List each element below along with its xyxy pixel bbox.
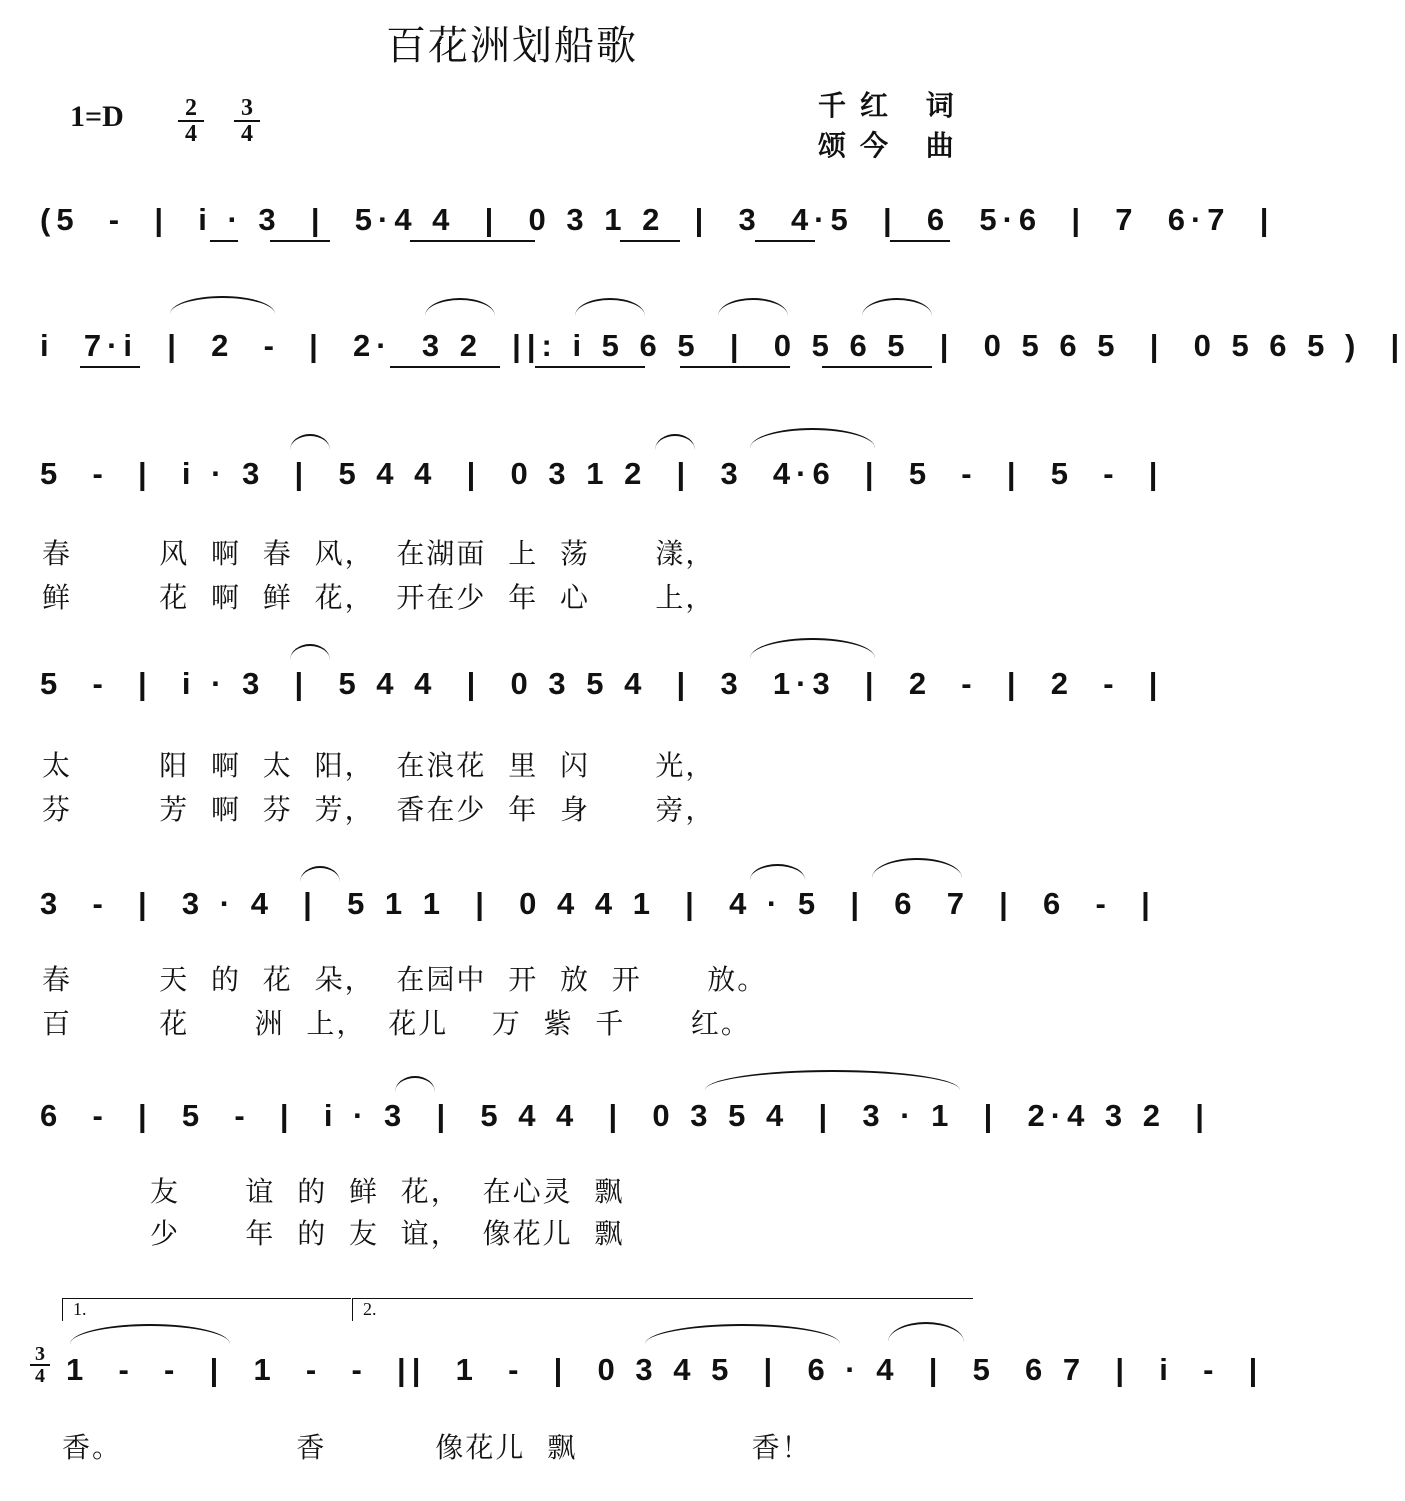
- underline: [890, 240, 950, 242]
- composer-credit: 颂今 曲: [818, 129, 968, 162]
- underline: [80, 366, 140, 368]
- slur: [290, 644, 330, 660]
- lyric-line: 春 风 啊 春 风， 在湖面 上 荡 漾，: [42, 537, 716, 570]
- slur: [300, 866, 340, 882]
- underline: [410, 240, 535, 242]
- score-line-6: 6 - | 5 - | i · 3 | 5 4 4 | 0 3 5 4 | 3 · 1 | 2·4 3 2 |: [40, 1098, 1210, 1133]
- lyric-line: 春 天 的 花 朵， 在园中 开 放 开 放。: [42, 963, 768, 996]
- lyric-line: 芬 芳 啊 芬 芳， 香在少 年 身 旁，: [42, 793, 716, 826]
- slur: [705, 1070, 960, 1090]
- volta-first-ending: 1.: [62, 1298, 351, 1321]
- underline: [210, 240, 238, 242]
- slur: [750, 864, 805, 880]
- time-signature-3-4: 3 4: [30, 1344, 50, 1386]
- lyric-line: 香。 香 像花儿 飘 香！: [62, 1431, 812, 1464]
- slur: [425, 298, 495, 316]
- underline: [620, 240, 680, 242]
- lyric-line: 鲜 花 啊 鲜 花， 开在少 年 心 上，: [42, 581, 716, 614]
- volta-second-ending: 2.: [352, 1298, 973, 1321]
- score-line-5: 3 - | 3 · 4 | 5 1 1 | 0 4 4 1 | 4 · 5 | 6 7 | 6 - |: [40, 886, 1156, 921]
- score-line-1: (5 - | i · 3 | 5·4 4 | 0 3 1 2 | 3 4·5 | 6 5·6 | 7 6·7 |: [40, 202, 1275, 237]
- time-signature-3-4: 3 4: [234, 96, 260, 146]
- lyric-line: 少 年 的 友 谊， 像花儿 飘: [150, 1217, 625, 1250]
- underline: [535, 366, 645, 368]
- score-line-7: 1 - - | 1 - - || 1 - | 0 3 4 5 | 6 · 4 | 5 6 7 | i - |: [66, 1352, 1264, 1387]
- slur: [645, 1324, 840, 1344]
- lyric-line: 百 花 洲 上， 花儿 万 紫 千 红。: [42, 1007, 751, 1040]
- slur: [290, 434, 330, 450]
- score-line-3: 5 - | i · 3 | 5 4 4 | 0 3 1 2 | 3 4·6 | 5 - | 5 - |: [40, 456, 1164, 491]
- slur: [575, 298, 645, 316]
- underline: [390, 366, 500, 368]
- slur: [395, 1076, 435, 1092]
- score-line-2: i 7·i | 2 - | 2· 3 2 ||: i 5 6 5 | 0 5 6 5 | 0 5 6 5 | 0 5 6 5 ) |: [40, 328, 1405, 363]
- key-signature: 1=D: [70, 100, 124, 133]
- lyric-line: 友 谊 的 鲜 花， 在心灵 飘: [150, 1175, 625, 1208]
- lyric-line: 太 阳 啊 太 阳， 在浪花 里 闪 光，: [42, 749, 716, 782]
- slur: [718, 298, 788, 316]
- slur: [888, 1322, 964, 1342]
- slur: [750, 428, 875, 448]
- slur: [170, 296, 275, 314]
- slur: [70, 1324, 230, 1344]
- slur: [750, 638, 875, 658]
- underline: [680, 366, 790, 368]
- song-title: 百花洲划船歌: [386, 23, 638, 69]
- time-signature-2-4: 2 4: [178, 96, 204, 146]
- underline: [270, 240, 330, 242]
- underline: [755, 240, 815, 242]
- underline: [822, 366, 932, 368]
- slur: [655, 434, 695, 450]
- slur: [872, 858, 962, 878]
- lyricist-credit: 千红 词: [818, 89, 968, 122]
- score-line-4: 5 - | i · 3 | 5 4 4 | 0 3 5 4 | 3 1·3 | 2 - | 2 - |: [40, 666, 1164, 701]
- slur: [862, 298, 932, 316]
